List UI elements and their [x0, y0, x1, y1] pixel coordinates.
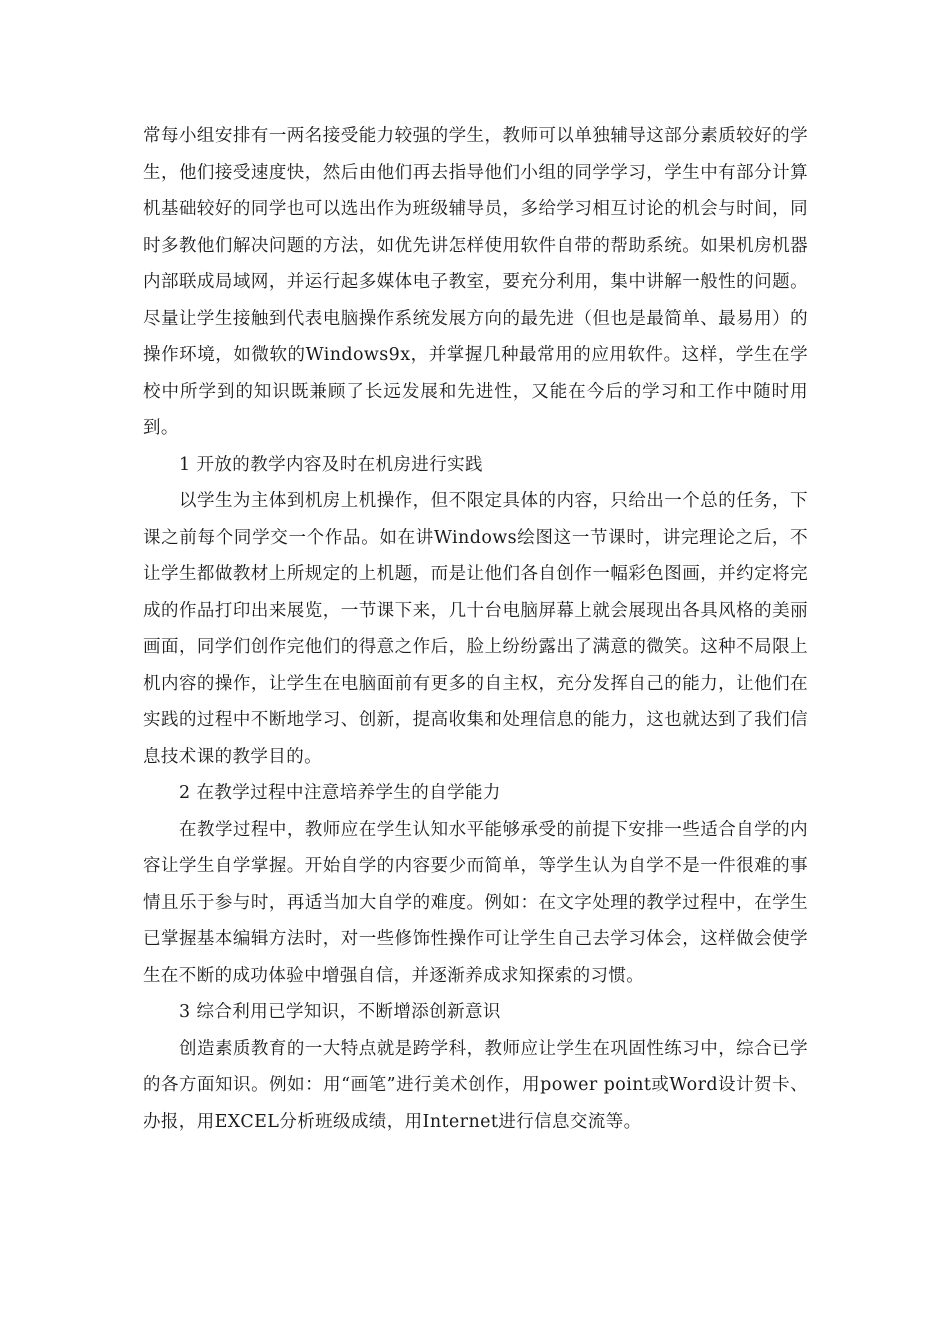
- section-heading-3: 3 综合利用已学知识，不断增添创新意识: [179, 1002, 501, 1022]
- paragraph-section-3: 创造素质教育的一大特点就是跨学科，教师应让学生在巩固性练习中，综合已学的各方面知识。例如：用“画笔”进行美术创作，用power point或Word设计贺卡、办报，用EXCEL分析班级成绩，用Internet进行信息交流等。: [143, 1038, 808, 1132]
- paragraph-section-1: 以学生为主体到机房上机操作，但不限定具体的内容，只给出一个总的任务，下课之前每个同学交一个作品。如在讲Windows绘图这一节课时，讲完理论之后，不让学生都做教材上所规定的上机题，而是让他们各自创作一幅彩色图画，并约定将完成的作品打印出来展览，一节课下来，几十台电脑屏幕上就会展现出各具风格的美丽画面，同学们创作完他们的得意之作后，脸上纷纷露出了满意的微笑。这种不局限上机内容的操作，让学生在电脑面前有更多的自主权，充分发挥自己的能力，让他们在实践的过程中不断地学习、创新，提高收集和处理信息的能力，这也就达到了我们信息技术课的教学目的。: [143, 491, 808, 767]
- paragraph-continued: 常每小组安排有一两名接受能力较强的学生，教师可以单独辅导这部分素质较好的学生，他们接受速度快，然后由他们再去指导他们小组的同学学习，学生中有部分计算机基础较好的同学也可以选出作为班级辅导员，多给学习相互讨论的机会与时间，同时多教他们解决问题的方法，如优先讲怎样使用软件自带的帮助系统。如果机房机器内部联成局域网，并运行起多媒体电子教室，要充分利用，集中讲解一般性的问题。尽量让学生接触到代表电脑操作系统发展方向的最先进（但也是最简单、最易用）的操作环境，如微软的Windows9x，并掌握几种最常用的应用软件。这样，学生在学校中所学到的知识既兼顾了长远发展和先进性，又能在今后的学习和工作中随时用到。: [143, 126, 808, 438]
- section-heading-2: 2 在教学过程中注意培养学生的自学能力: [179, 783, 501, 803]
- section-heading-1: 1 开放的教学内容及时在机房进行实践: [179, 454, 483, 475]
- document-body: [143, 118, 808, 1140]
- paragraph-section-2: 在教学过程中，教师应在学生认知水平能够承受的前提下安排一些适合自学的内容让学生自学掌握。开始自学的内容要少而简单，等学生认为自学不是一件很难的事情且乐于参与时，再适当加大自学的难度。例如：在文字处理的教学过程中，在学生已掌握基本编辑方法时，对一些修饰性操作可让学生自己去学习体会，这样做会使学生在不断的成功体验中增强自信，并逐渐养成求知探索的习惯。: [143, 819, 808, 986]
